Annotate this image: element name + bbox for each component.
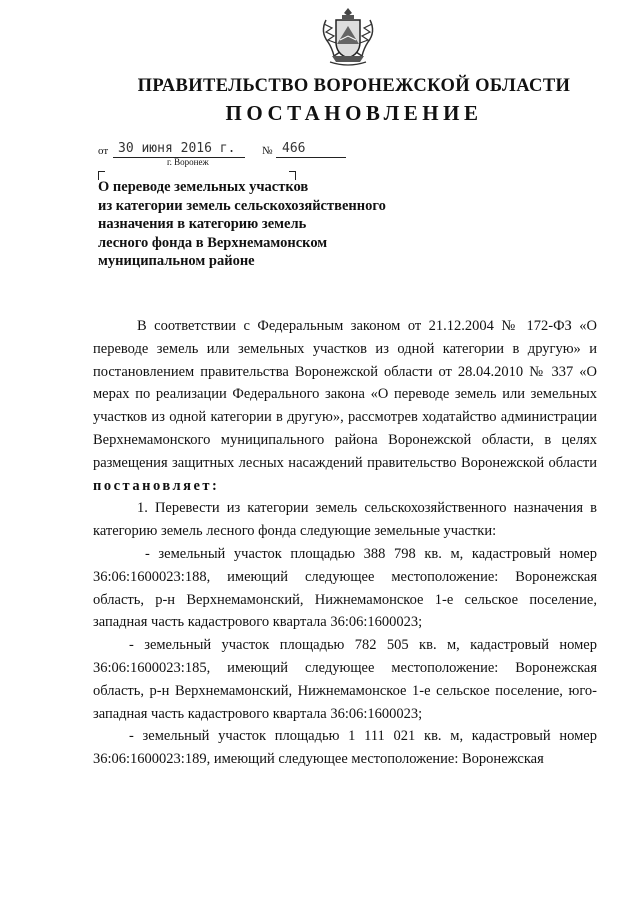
parcel-item: - земельный участок площадью 388 798 кв. м, кадастровый номер 36:06:1600023:188, имеющий следующее местоположение: Воронежская область, р-н Верхнемамонский, Нижнемамонское 1-е сельское поселение, западная часть кадастрового квартала 36:06:1600023; (93, 545, 597, 631)
document-body (93, 315, 597, 771)
city: г. Воронеж (167, 157, 209, 167)
number-prefix: № (262, 145, 273, 157)
date-value: 30 июня 2016 г. (118, 141, 236, 156)
document-type: ПОСТАНОВЛЕНИЕ (225, 101, 483, 125)
document-subject (98, 178, 418, 271)
coat-of-arms-icon (318, 6, 378, 68)
organization-title: ПРАВИТЕЛЬСТВО ВОРОНЕЖСКОЙ ОБЛАСТИ (137, 76, 571, 96)
decree-word: постановляет: (93, 477, 220, 494)
item-1: 1. Перевести из категории земель сельскохозяйственного назначения в категорию земель лесного фонда следующие земельные участки: (93, 500, 597, 540)
parcel-item: - земельный участок площадью 1 111 021 кв. м, кадастровый номер 36:06:1600023:189, имеющий следующее местоположение: Воронежская (93, 728, 597, 768)
date-prefix: от (98, 145, 109, 157)
subject-line: муниципальном районе (98, 253, 255, 269)
subject-line: из категории земель сельскохозяйственного (98, 197, 386, 214)
number-value: 466 (282, 141, 306, 156)
subject-line: назначения в категорию земель (98, 216, 307, 232)
registration-line (98, 140, 358, 160)
subject-line: О переводе земельных участков (98, 179, 309, 195)
preamble-text: В соответствии с Федеральным законом от 21.12.2004 № 172-ФЗ «О переводе земель или земельных участков из одной категории в другую» и постановлением правительства Воронежской области от 28.04.2010 № 337 «О мерах по реализации Федерального закона «О переводе земель или земельных участков из одной категории в другую», рассмотрев ходатайство администрации Верхнемамонского муниципального района Воронежской области, в целях размещения защитных лесных насаждений правительство Воронежской области (93, 318, 597, 471)
preamble (93, 315, 597, 497)
subject-line: лесного фонда в Верхнемамонском (98, 234, 328, 251)
parcel-item: - земельный участок площадью 782 505 кв. м, кадастровый номер 36:06:1600023:185, имеющий следующее местоположение: Воронежская область, р-н Верхнемамонский, Нижнемамонское 1-е сельское поселение, юго-западная часть кадастрового квартала 36:06:1600023; (93, 637, 597, 722)
number-underline (276, 157, 346, 158)
